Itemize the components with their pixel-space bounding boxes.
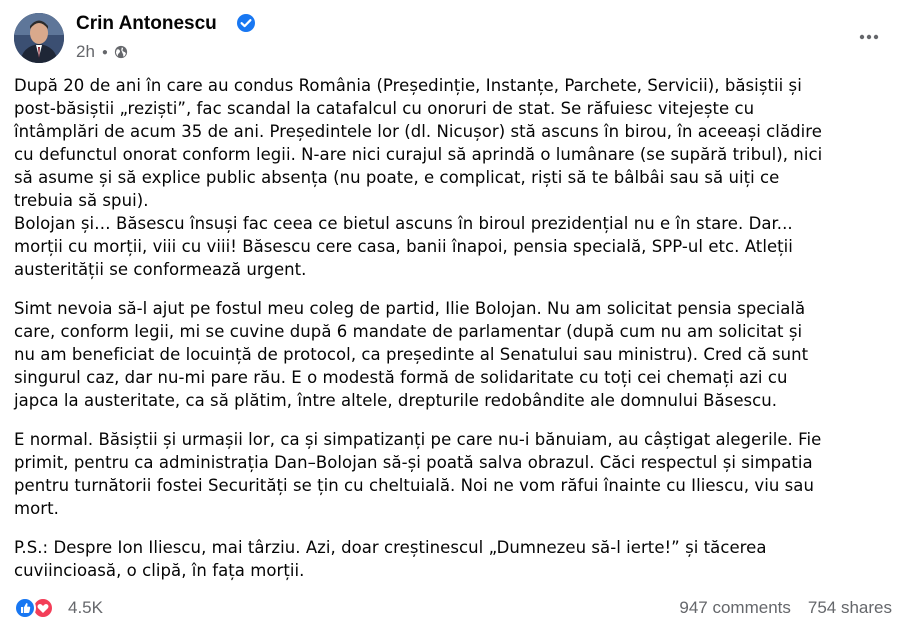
author-avatar[interactable] <box>14 13 64 63</box>
post-timestamp[interactable]: 2h <box>76 42 95 61</box>
text-line: Bolojan și… Băsescu însuși fac ceea ce bietul ascuns în biroul prezidențial nu e în stare. Dar... <box>14 214 793 233</box>
globe-icon[interactable] <box>114 45 128 59</box>
ellipsis-icon <box>859 34 879 40</box>
text-line: P.S.: Despre Ion Iliescu, mai târziu. Azi, doar creștinescul „Dumnezeu să-l ierte!” și tăcerea <box>14 538 767 557</box>
more-options-icon[interactable] <box>852 20 886 54</box>
text-line: primit, pentru ca administrația Dan–Bolojan să-și poată salva obrazul. Căci respectul și simpatia <box>14 453 813 472</box>
text-line: După 20 de ani în care au condus România (Președinție, Instanțe, Parchete, Servicii), băsiștii și <box>14 76 802 95</box>
post-paragraph-1 <box>14 74 894 281</box>
text-line: nu am beneficiat de locuință de protocol, ca președinte al Senatului sau ministru). Cred că sunt <box>14 345 809 364</box>
text-line: pentru turnătorii fostei Securități se țin cu cheltuială. Noi ne vom răfui înainte cu Iliescu, viu sau <box>14 476 814 495</box>
text-line: morții cu morții, viii cu viii! Băsescu cere casa, banii înapoi, pensia specială, SPP-ul etc. Atleții <box>14 237 793 256</box>
comments-count[interactable]: 947 comments <box>679 598 791 617</box>
post-meta <box>76 41 128 63</box>
text-line: post-băsiștii „reziști”, fac scandal la catafalcul cu onoruri de stat. Se răfuiesc vitejește cu <box>14 99 755 118</box>
post-paragraph-2 <box>14 297 894 412</box>
post-paragraph-4 <box>14 536 894 582</box>
reaction-icons <box>14 596 62 620</box>
text-line: cuviincioasă, o clipă, în fața morții. <box>14 561 305 580</box>
text-line: care, conform legii, mi se cuvine după 6 mandate de parlamentar (după cum nu am solicitat și <box>14 322 803 341</box>
shares-count[interactable]: 754 shares <box>807 598 892 617</box>
text-line: trebuia să spui). <box>14 191 149 210</box>
text-line: să asume și să explice public absența (nu poate, e complicat, riști să te bâlbâi sau să uiți ce <box>14 168 780 187</box>
post-text <box>14 74 894 582</box>
avatar-photo <box>14 13 64 63</box>
reactions-summary[interactable] <box>14 596 103 620</box>
text-line: austerității se conformează urgent. <box>14 260 307 279</box>
post-paragraph-3 <box>14 428 894 520</box>
engagement-counts <box>679 596 892 620</box>
text-line: Simt nevoia să-l ajut pe fostul meu coleg de partid, Ilie Bolojan. Nu am solicitat pensia specială <box>14 299 806 318</box>
text-line: japca la austeritate, ca să plătim, între altele, drepturile redobândite ale domnului Băsescu. <box>14 391 778 410</box>
text-line: întâmplări de acum 35 de ani. Președintele lor (dl. Nicușor) stă ascuns în birou, în aceeași clădire <box>14 122 822 141</box>
author-name[interactable]: Crin Antonescu <box>76 13 217 34</box>
verified-badge-icon <box>236 13 256 33</box>
reaction-count[interactable]: 4.5K <box>68 598 103 617</box>
text-line: E normal. Băsiștii și urmașii lor, ca și simpatizanți pe care nu-i bănuiam, au câștigat alegerile. Fie <box>14 430 822 449</box>
text-line: mort. <box>14 499 59 518</box>
meta-separator: ● <box>101 46 108 58</box>
like-icon <box>14 597 36 619</box>
text-line: cu defunctul onorat conform legii. N-are nici curajul să aprindă o lumânare (se supără tribul), nici <box>14 145 823 164</box>
text-line: singurul caz, dar nu-mi pare rău. E o modestă formă de solidaritate cu toți cei chemați azi cu <box>14 368 788 387</box>
